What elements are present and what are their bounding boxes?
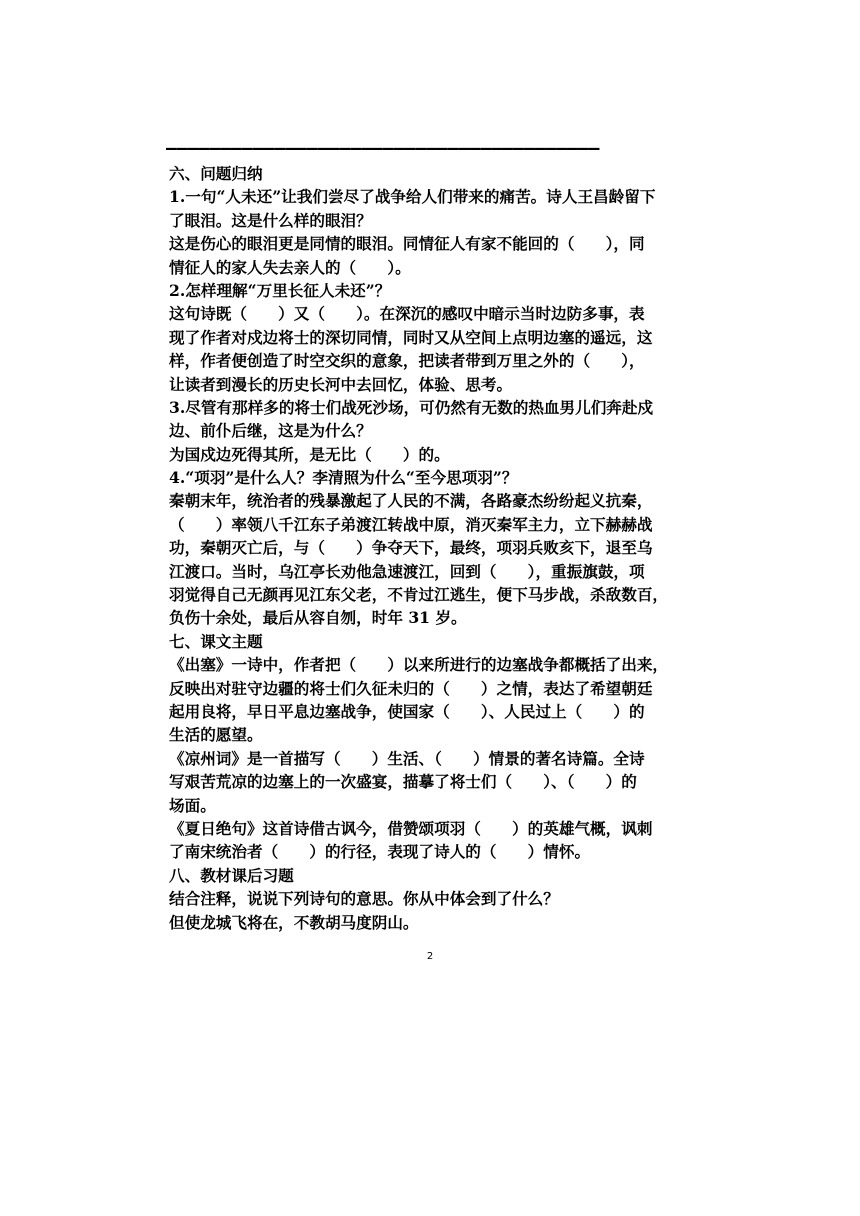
answer-4-line-3: 功，秦朝灭亡后，与（ ）争夺天下，最终，项羽兵败亥下，退至乌 xyxy=(169,538,653,558)
theme-chusai-line-2: 反映出对驻守边疆的将士们久征未归的（ ）之情，表达了希望朝廷 xyxy=(169,678,653,698)
theme-chusai-line-4: 生活的愿望。 xyxy=(169,725,263,745)
answer-2-line-1: 这句诗既（ ）又（ ）。在深沉的感叹中暗示当时边防多事，表 xyxy=(169,304,645,324)
question-4: 4.“项羽”是什么人？李清照为什么“至今思项羽”？ xyxy=(169,468,518,488)
separator-line: ———————————————————————————————————————— xyxy=(166,138,600,159)
section-heading-textbook-exercises: 八、教材课后习题 xyxy=(169,865,294,885)
question-3-line-2: 边、前仆后继，这是为什么？ xyxy=(169,421,372,441)
answer-3: 为国戍边死得其所，是无比（ ）的。 xyxy=(169,444,450,464)
page-number: 2 xyxy=(426,951,434,962)
exercise-poem-line: 但使龙城飞将在，不教胡马度阴山。 xyxy=(169,912,419,932)
answer-2-line-4: 让读者到漫长的历史长河中去回忆，体验、思考。 xyxy=(169,374,513,394)
theme-liangzhouci-line-3: 场面。 xyxy=(169,795,216,815)
question-1-line-1: 1.一句“人未还”让我们尝尽了战争给人们带来的痛苦。诗人王昌龄留下 xyxy=(169,187,656,207)
answer-4-line-2: （ ）率领八千江东子弟渡江转战中原，消灭秦军主力，立下赫赫战 xyxy=(169,514,653,534)
answer-4-line-4: 江渡口。当时，乌江亭长劝他急速渡江，回到（ ），重振旗鼓，项 xyxy=(169,561,645,581)
question-2: 2.怎样理解“万里长征人未还”？ xyxy=(169,280,391,300)
question-1-line-2: 了眼泪。这是什么样的眼泪？ xyxy=(169,210,372,230)
theme-liangzhouci-line-1: 《凉州词》是一首描写（ ）生活、（ ）情景的著名诗篇。全诗 xyxy=(169,748,645,768)
answer-1-line-2: 情征人的家人失去亲人的（ ）。 xyxy=(169,257,411,277)
theme-chusai-line-1: 《出塞》一诗中，作者把（ ）以来所进行的边塞战争都概括了出来， xyxy=(169,655,669,675)
question-3-line-1: 3.尽管有那样多的将士们战死沙场，可仍然有无数的热血男儿们奔赴戍 xyxy=(169,397,654,417)
section-heading-lesson-theme: 七、课文主题 xyxy=(169,631,263,651)
section-heading-problem-summary: 六、问题归纳 xyxy=(169,164,263,183)
theme-xiarijueju-line-1: 《夏日绝句》这首诗借古讽今，借赞颂项羽（ ）的英雄气概，讽刺 xyxy=(169,818,653,838)
answer-2-line-2: 现了作者对戍边将士的深切同情，同时又从空间上点明边塞的遥远，这 xyxy=(169,327,653,347)
answer-2-line-3: 样，作者便创造了时空交织的意象，把读者带到万里之外的（ ）， xyxy=(169,351,645,371)
answer-4-line-6: 负伤十余处，最后从容自刎，时年 31 岁。 xyxy=(169,608,467,628)
answer-1-line-1: 这是伤心的眼泪更是同情的眼泪。同情征人有家不能回的（ ），同 xyxy=(169,234,645,254)
answer-4-line-1: 秦朝末年，统治者的残暴激起了人民的不满，各路豪杰纷纷起义抗秦， xyxy=(169,491,653,511)
theme-xiarijueju-line-2: 了南宋统治者（ ）的行径，表现了诗人的（ ）情怀。 xyxy=(169,842,591,862)
theme-liangzhouci-line-2: 写艰苦荒凉的边塞上的一次盛宴，描摹了将士们（ ）、（ ）的 xyxy=(169,772,637,792)
document-body xyxy=(169,162,717,934)
answer-4-line-5: 羽觉得自己无颜再见江东父老，不肯过江逃生，便下马步战，杀敌数百， xyxy=(169,585,669,605)
theme-chusai-line-3: 起用良将，早日平息边塞战争，使国家（ ）、人民过上（ ）的 xyxy=(169,701,645,721)
exercise-instruction: 结合注释，说说下列诗句的意思。你从中体会到了什么？ xyxy=(169,889,559,909)
